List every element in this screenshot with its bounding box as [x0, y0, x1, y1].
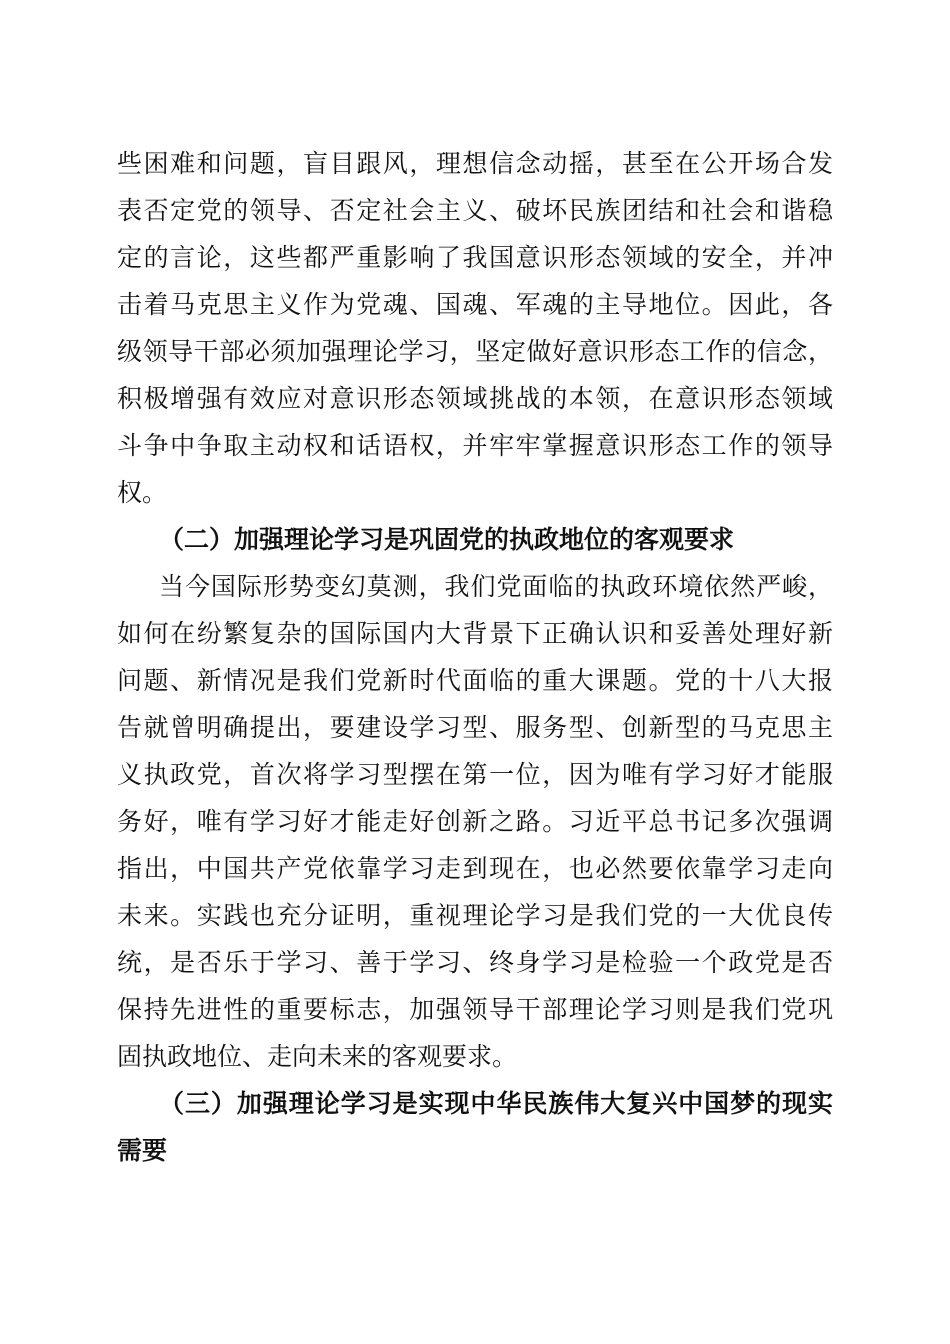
text-line: 指出，中国共产党依靠学习走到现在，也必然要依靠学习走向 — [117, 854, 833, 883]
heading-line: 需要 — [117, 1136, 168, 1165]
document-body — [117, 140, 833, 1174]
text-line: 义执政党，首次将学习型摆在第一位，因为唯有学习好才能服 — [117, 760, 833, 789]
text-line: 积极增强有效应对意识形态领域挑战的本领，在意识形态领域 — [117, 384, 833, 413]
section-heading-2 — [117, 516, 833, 563]
text-line: 未来。实践也充分证明，重视理论学习是我们党的一大优良传 — [117, 901, 833, 930]
text-line: 统，是否乐于学习、善于学习、终身学习是检验一个政党是否 — [117, 948, 833, 977]
text-line: 定的言论，这些都严重影响了我国意识形态领域的安全，并冲 — [117, 243, 833, 272]
heading-line: （二）加强理论学习是巩固党的执政地位的客观要求 — [159, 525, 735, 554]
heading-line: （三）加强理论学习是实现中华民族伟大复兴中国梦的现实 — [159, 1089, 833, 1118]
text-line: 级领导干部必须加强理论学习，坚定做好意识形态工作的信念， — [117, 337, 833, 366]
body-paragraph-1 — [117, 140, 833, 516]
text-line: 务好，唯有学习好才能走好创新之路。习近平总书记多次强调 — [117, 807, 833, 836]
text-line: 些困难和问题，盲目跟风，理想信念动摇，甚至在公开场合发 — [117, 149, 833, 178]
text-line: 固执政地位、走向未来的客观要求。 — [117, 1042, 518, 1071]
text-line: 保持先进性的重要标志，加强领导干部理论学习则是我们党巩 — [117, 995, 833, 1024]
section-heading-3 — [117, 1080, 833, 1174]
text-line: 如何在纷繁复杂的国际国内大背景下正确认识和妥善处理好新 — [117, 619, 833, 648]
text-line: 告就曾明确提出，要建设学习型、服务型、创新型的马克思主 — [117, 713, 833, 742]
text-line: 斗争中争取主动权和话语权，并牢牢掌握意识形态工作的领导 — [117, 431, 833, 460]
text-line: 问题、新情况是我们党新时代面临的重大课题。党的十八大报 — [117, 666, 833, 695]
body-paragraph-2 — [117, 563, 833, 1080]
text-line: 击着马克思主义作为党魂、国魂、军魂的主导地位。因此，各 — [117, 290, 833, 319]
text-line: 表否定党的领导、否定社会主义、破坏民族团结和社会和谐稳 — [117, 196, 833, 225]
text-line: 权。 — [117, 478, 168, 507]
text-line: 当今国际形势变幻莫测，我们党面临的执政环境依然严峻， — [159, 572, 833, 601]
